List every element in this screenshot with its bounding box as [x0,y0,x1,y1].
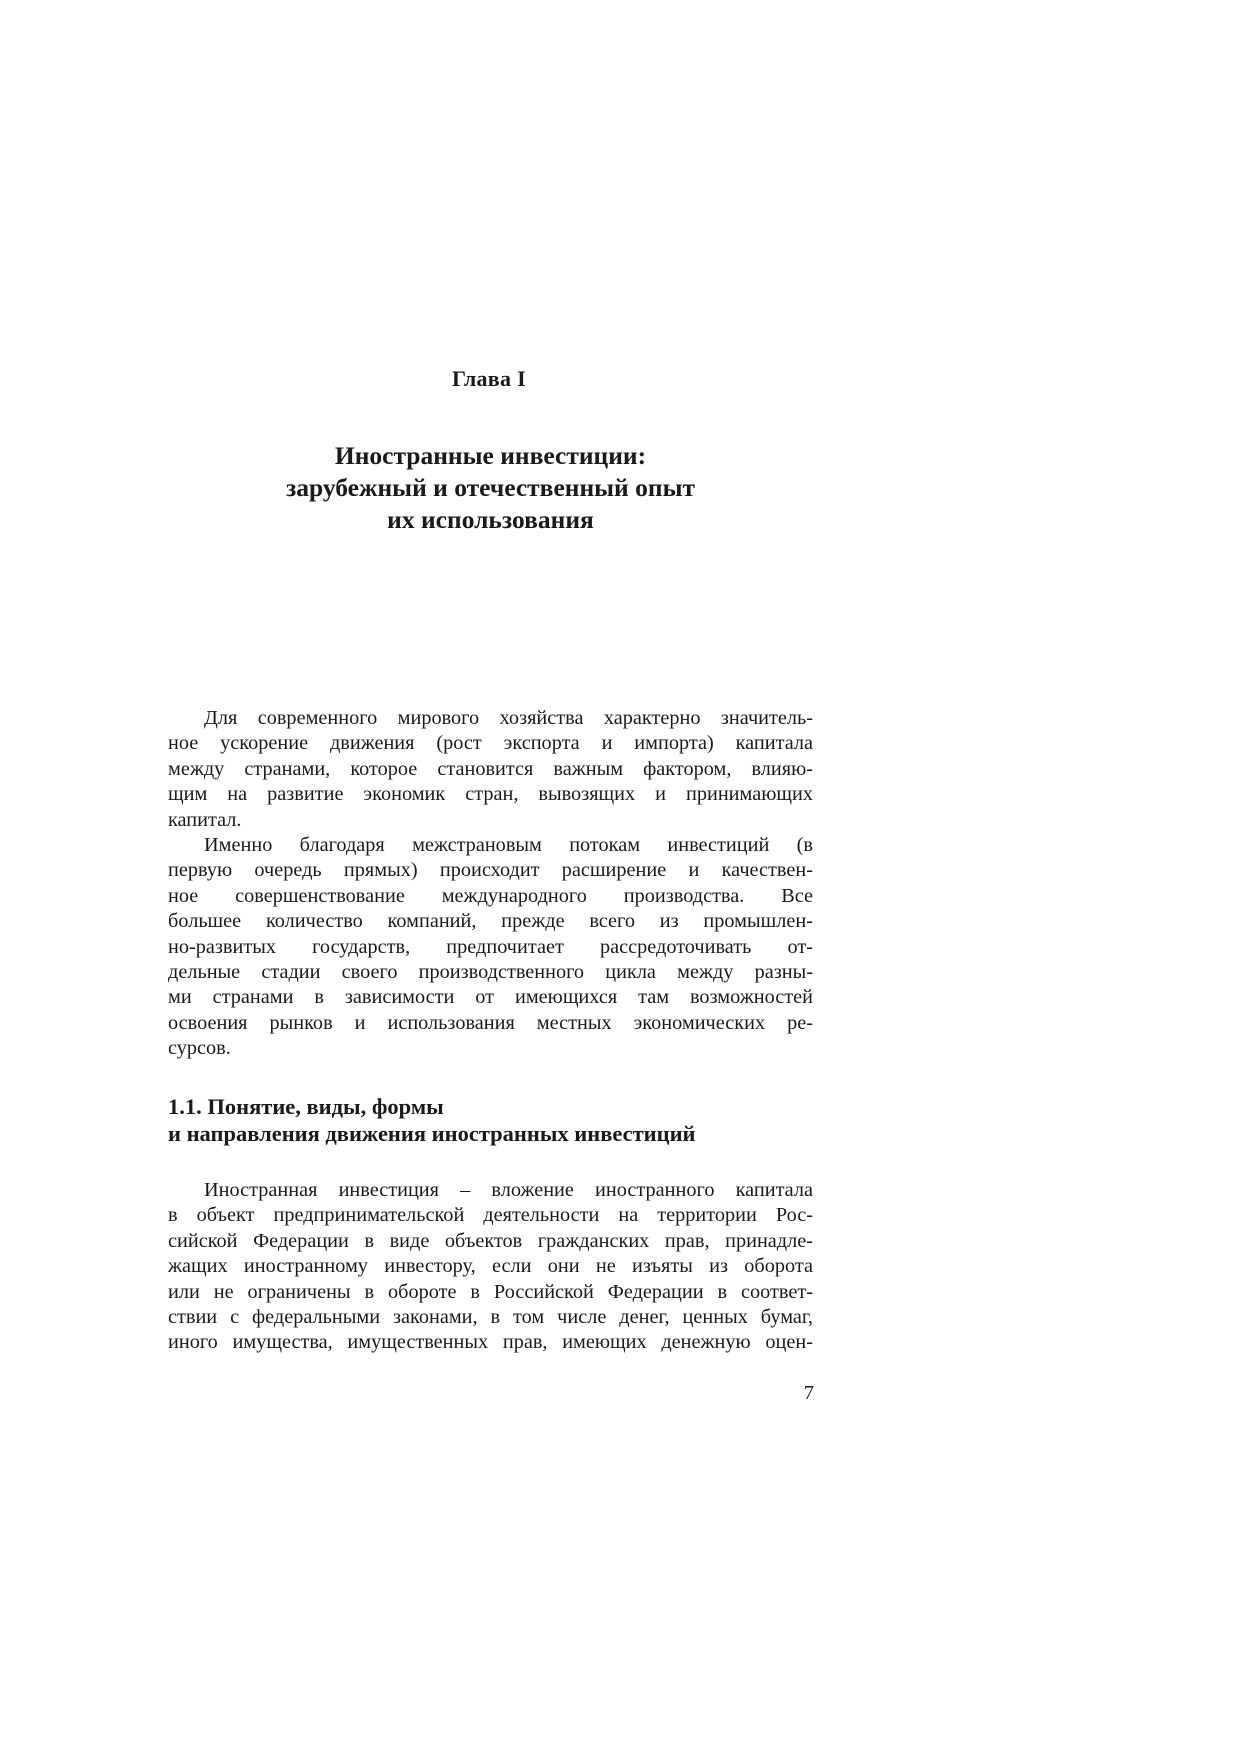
section-paragraph [168,1178,813,1356]
page-number: 7 [803,1382,814,1404]
intro-text [168,706,813,1061]
text-line: сийской Федерации в виде объектов гражданских прав, принадле- [168,1229,813,1252]
text-line: иного имущества, имущественных прав, имеющих денежную оцен- [168,1331,813,1354]
text-line: но-развитых государств, предпочитает рассредоточивать от- [168,935,813,958]
chapter-title-line: зарубежный и отечественный опыт [285,473,696,502]
section-heading-line: и направления движения иностранных инвестиций [168,1121,696,1146]
text-line: сурсов. [168,1037,231,1060]
text-line: Иностранная инвестиция – вложение иностранного капитала [204,1179,813,1201]
text-line: щим на развитие экономик стран, вывозящих и принимающих [168,783,813,806]
text-line: в объект предпринимательской деятельности на территории Рос- [168,1204,813,1227]
text-line: ное совершенствование международного производства. Все [168,884,813,907]
text-line: ми странами в зависимости от имеющихся там возможностей [168,986,813,1009]
text-line: освоения рынков и использования местных экономических ре- [168,1011,813,1034]
text-line: ное ускорение движения (рост экспорта и импорта) капитала [168,732,813,755]
text-line: Для современного мирового хозяйства характерно значитель- [204,707,813,729]
text-line: большее количество компаний, прежде всего из промышлен- [168,910,813,933]
text-line: между странами, которое становится важным фактором, влияю- [168,757,813,780]
chapter-title [168,440,813,536]
text-line: Именно благодаря межстрановым потокам инвестиций (в [204,833,813,856]
text-line: или не ограничены в обороте в Российской Федерации в соответ- [168,1280,813,1303]
text-line: первую очередь прямых) происходит расширение и качествен- [168,859,813,882]
intro-paragraph [168,706,813,833]
chapter-title-line: Иностранные инвестиции: [334,441,647,470]
text-line: капитал. [168,808,242,831]
section-heading-line: 1.1. Понятие, виды, формы [168,1094,444,1119]
text-line: жащих иностранному инвестору, если они не изъяты из оборота [168,1255,813,1278]
intro-paragraph [168,833,813,1062]
chapter-label: Глава I [452,366,526,391]
text-line: дельные стадии своего производственного цикла между разны- [168,960,813,983]
text-line: ствии с федеральными законами, в том числе денег, ценных бумаг, [168,1305,813,1328]
chapter-title-line: их использования [387,505,594,534]
section-heading [168,1093,813,1147]
